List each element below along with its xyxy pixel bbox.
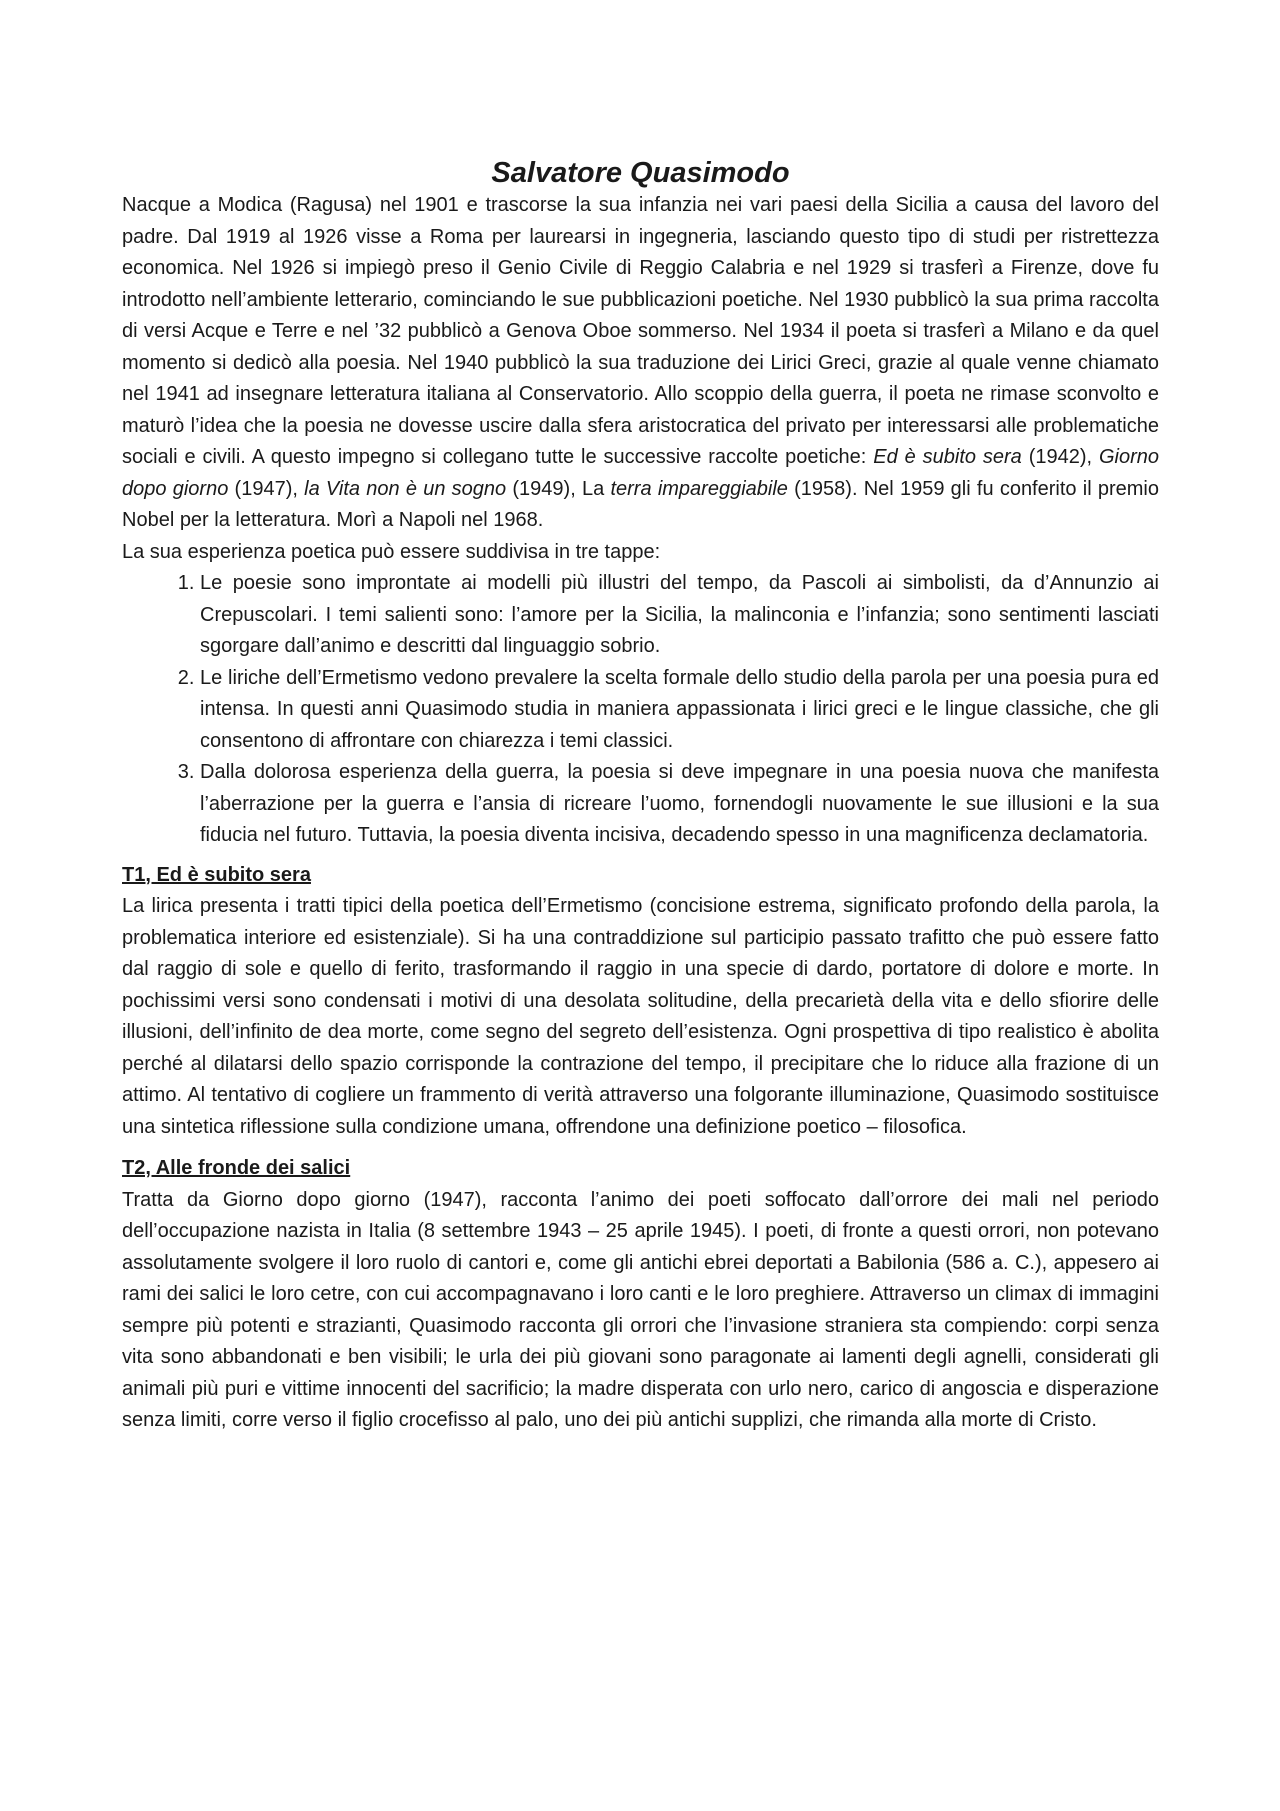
work-title-2: Giorno dopo giorno [122,446,1160,500]
section-heading-t1: T1, Ed è subito sera [122,863,311,886]
work-title-4: terra impareggiabile [610,477,788,500]
section-body-t1: La lirica presenta i tratti tipici della poetica dell’Ermetismo (concisione estrema, significato profondo della parola, la problematica interiore ed esistenziale). Si ha una contraddizione sul participio passato trafitto che può essere fatto dal raggio di sole e quello di ferito, trasformando il raggio in una specie di dardo, portatore di dolore e morte. In pochissimi versi sono condensati i motivi di una desolata solitudine, della precarietà della vita e dello sfiorire delle illusioni, dell’infinito de dea morte, come segno del segreto dell’esistenza. Ogni prospettiva di tipo realistico è abolita perché al dilatarsi dello spazio corrisponde la contrazione del tempo, il precipitare che lo riduce alla frazione di un attimo. Al tentativo di cogliere un frammento di verità attraverso una folgorante illuminazione, Quasimodo sostituisce una sintetica riflessione sulla condizione umana, offrendone una definizione poetico – filosofica. [122,895,1159,1138]
biography-paragraph [122,190,1159,537]
work-title-1: Ed è subito sera [873,446,1022,468]
section-heading-t2: T2, Alle fronde dei salici [122,1157,351,1179]
stages-intro: La sua esperienza poetica può essere suddivisa in tre tappe: [122,540,661,563]
stage-item-1: 1. Le poesie sono improntate ai modelli più illustri del tempo, da Pascoli ai simbolisti, da d’Annunzio ai Crepuscolari. I temi salienti sono: l’amore per la Sicilia, la malinconia e l’infanzia; sono sentimenti lasciati sgorgare dall’animo e descritti dal linguaggio sobrio. [200,568,1159,663]
stage-item-3: 3. Dalla dolorosa esperienza della guerra, la poesia si deve impegnare in una poesia nuova che manifesta l’aberrazione per la guerra e l’ansia di ricreare l’uomo, fornendogli nuovamente le sue illusioni e la sua fiducia nel futuro. Tuttavia, la poesia diventa incisiva, decadendo spesso in una magnificenza declamatoria. [200,757,1159,852]
biography-separator-1: (1942), [1021,446,1099,468]
stage-item-2: 2. Le liriche dell’Ermetismo vedono prevalere la scelta formale dello studio della parola per una poesia pura ed intensa. In questi anni Quasimodo studia in maniera appassionata i lirici greci e le lingue classiche, che gli consentono di affrontare con chiarezza i temi classici. [200,663,1159,758]
stages-list [122,568,1159,852]
document-title: Salvatore Quasimodo [491,157,790,189]
section-body-t2: Tratta da Giorno dopo giorno (1947), racconta l’animo dei poeti soffocato dall’orrore dei mali nel periodo dell’occupazione nazista in Italia (8 settembre 1943 – 25 aprile 1945). I poeti, di fronte a questi orrori, non potevano assolutamente svolgere il loro ruolo di cantori e, come gli antichi ebrei deportati a Babilonia (586 a. C.), appesero ai rami dei salici le loro cetre, con cui accompagnavano i loro canti e le loro preghiere. Attraverso un climax di immagini sempre più potenti e strazianti, Quasimodo racconta gli orrori che l’invasione straniera sta compiendo: corpi senza vita sono abbandonati e ben visibili; le urla dei più giovani sono paragonate ai lamenti degli agnelli, considerati gli animali più puri e vittime innocenti del sacrificio; la madre disperata con urlo nero, carico di angoscia e disperazione senza limiti, corre verso il figlio crocefisso al palo, uno dei più antichi supplizi, che rimanda alla morte di Cristo. [122,1188,1159,1431]
biography-separator-2: (1947), [228,477,305,500]
biography-tail: (1958). Nel 1959 gli fu conferito il premio Nobel per la letteratura. Morì a Napoli nel 1968. [122,477,1159,531]
spacer [122,852,1159,860]
document-page [122,150,1159,1437]
spacer [122,1143,1159,1153]
work-title-3: la Vita non è un sogno [304,477,507,500]
biography-text: Nacque a Modica (Ragusa) nel 1901 e trascorse la sua infanzia nei vari paesi della Sicilia a causa del lavoro del padre. Dal 1919 al 1926 visse a Roma per laurearsi in ingegneria, lasciando questo tipo di studi per ristrettezza economica. Nel 1926 si impiegò preso il Genio Civile di Reggio Calabria e nel 1929 si trasferì a Firenze, dove fu introdotto nell’ambiente letterario, cominciando le sue pubblicazioni poetiche. Nel 1930 pubblicò la sua prima raccolta di versi Acque e Terre e nel ’32 pubblicò a Genova Oboe sommerso. Nel 1934 il poeta si trasferì a Milano e da quel momento si dedicò alla poesia. Nel 1940 pubblicò la sua traduzione dei Lirici Greci, grazie al quale venne chiamato nel 1941 ad insegnare letteratura italiana al Conservatorio. Allo scoppio della guerra, il poeta ne rimase sconvolto e maturò l’idea che la poesia ne dovesse uscire dalla sfera aristocratica del privato per interessarsi alle problematiche sociali e civili. A questo impegno si collegano tutte le successive raccolte poetiche: [122,194,1159,468]
biography-separator-3: (1949), La [506,477,611,500]
